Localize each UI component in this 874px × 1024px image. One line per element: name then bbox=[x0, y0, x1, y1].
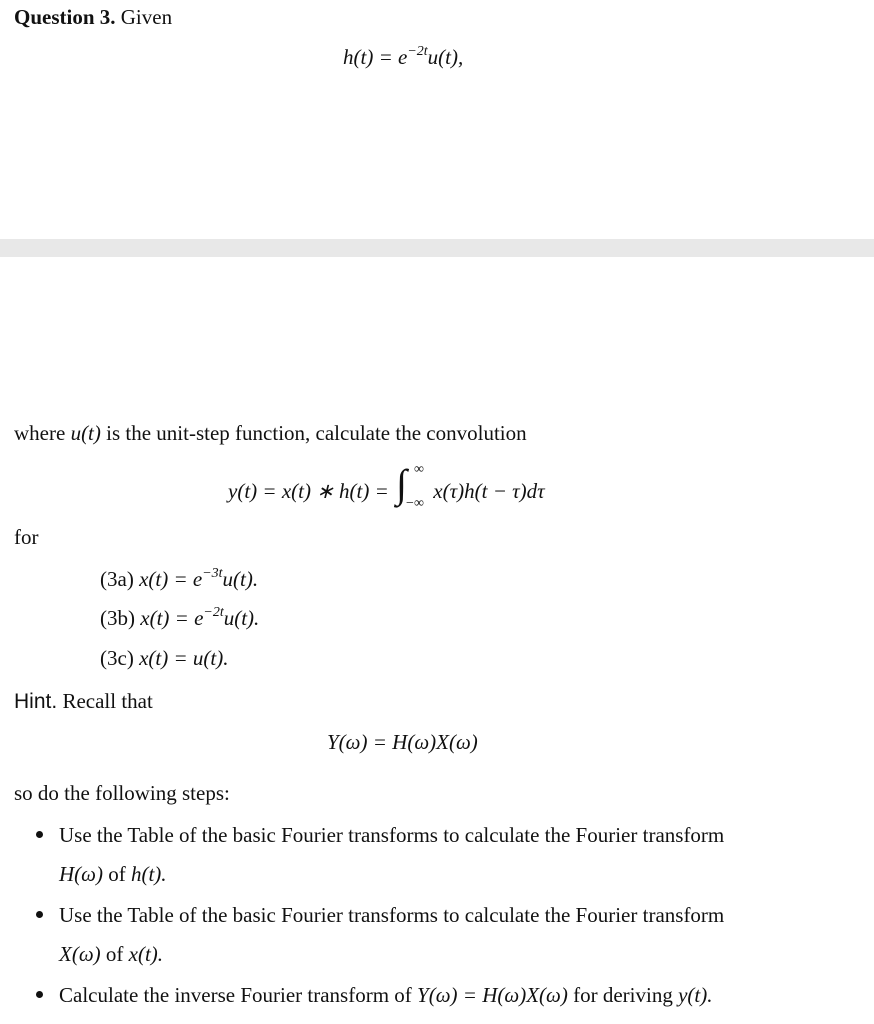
step-3-line: Calculate the inverse Fourier transform of Y(ω) = H(ω)X(ω) for deriving y(t). bbox=[59, 983, 713, 1007]
steps-intro: so do the following steps: bbox=[14, 781, 230, 805]
integral-sign: ∫ ∞ −∞ bbox=[396, 461, 425, 511]
integral-upper-limit: ∞ bbox=[414, 462, 425, 477]
equation-convolution: y(t) = x(t) ∗ h(t) = ∫ ∞ −∞ x(τ)h(t − τ)dτ bbox=[228, 461, 545, 511]
step-1-line-1: Use the Table of the basic Fourier transforms to calculate the Fourier transform bbox=[59, 823, 725, 847]
divider-band bbox=[0, 239, 874, 257]
bullet-icon bbox=[36, 991, 43, 998]
part-3b: (3b) $x(t) = e^{-2t}u(t)$. bbox=[100, 605, 260, 630]
where-sentence: where u(t) is the unit-step function, calculate the convolution bbox=[14, 421, 527, 445]
equation-y: Y(ω) = H(ω)X(ω) bbox=[327, 730, 478, 754]
question-heading bbox=[14, 5, 172, 30]
step-2-line-2: X(ω) of x(t). bbox=[59, 942, 164, 966]
for-label: for bbox=[14, 525, 39, 549]
hint-label: Hint. bbox=[14, 690, 58, 713]
question-label: Question 3. bbox=[14, 5, 116, 29]
part-3c: (3c) x(t) = u(t). bbox=[100, 646, 229, 670]
hint-line: Hint. Recall that bbox=[14, 689, 153, 713]
question-intro: Given bbox=[120, 5, 173, 29]
step-1-line-2: H(ω) of h(t). bbox=[59, 862, 167, 886]
step-2-line-1: Use the Table of the basic Fourier transforms to calculate the Fourier transform bbox=[59, 903, 725, 927]
equation-h: $h(t) = e^{-2t}u(t)$, bbox=[343, 44, 464, 69]
integral-lower-limit: −∞ bbox=[406, 496, 424, 511]
bullet-icon bbox=[36, 911, 43, 918]
bullet-icon bbox=[36, 831, 43, 838]
part-3a: (3a) $x(t) = e^{-3t}u(t)$. bbox=[100, 566, 259, 591]
